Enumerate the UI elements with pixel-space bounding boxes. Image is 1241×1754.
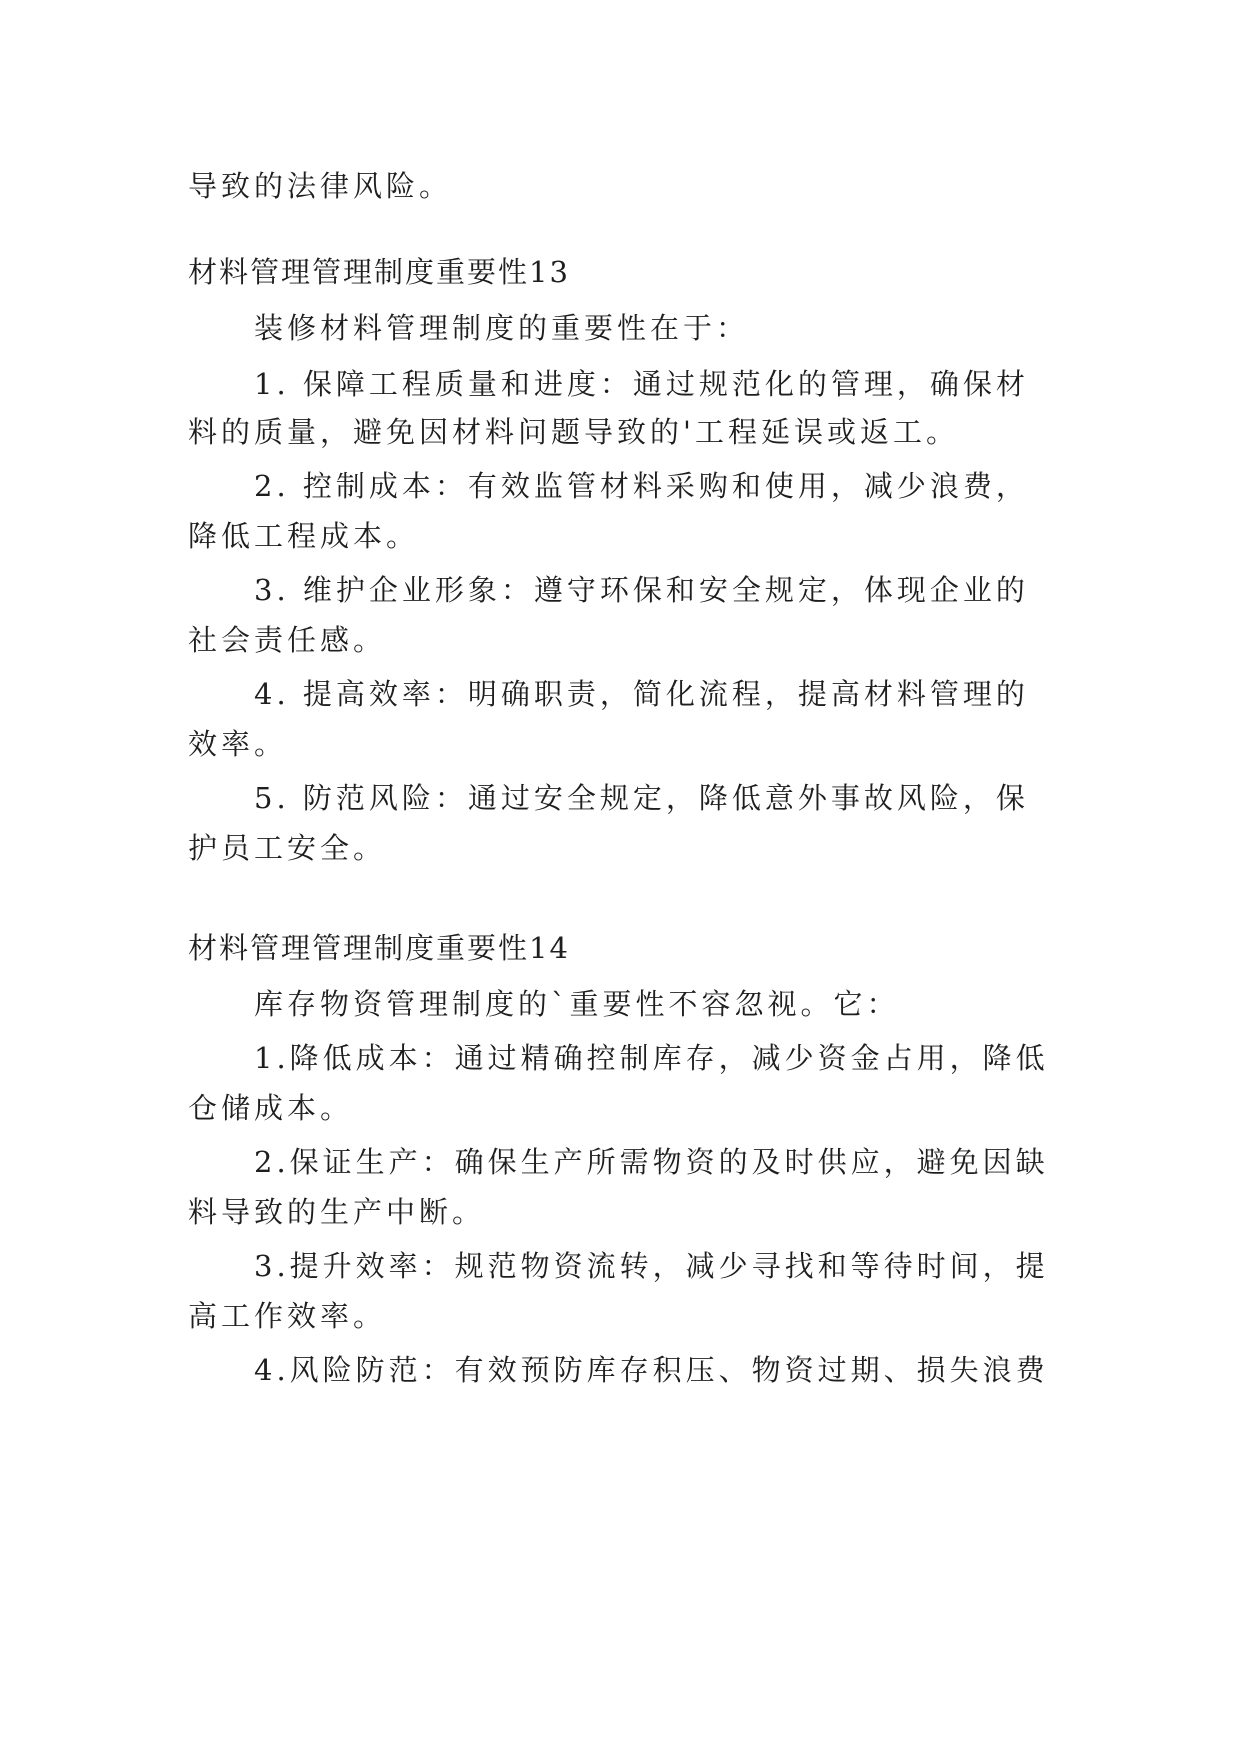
list-item-line: 4. 提高效率：明确职责，简化流程，提高材料管理的 <box>254 677 1029 711</box>
list-item-continuation: 社会责任感。 <box>188 623 387 657</box>
paragraph-intro: 库存物资管理制度的`重要性不容忽视。它： <box>254 987 900 1021</box>
section-heading: 材料管理管理制度重要性14 <box>188 931 570 965</box>
list-item-continuation: 护员工安全。 <box>188 831 387 865</box>
list-item-continuation: 料的质量，避免因材料问题导致的'工程延误或返工。 <box>188 415 959 449</box>
paragraph-intro: 装修材料管理制度的重要性在于： <box>254 311 750 345</box>
list-item-continuation: 料导致的生产中断。 <box>188 1195 486 1229</box>
list-item-line: 2. 控制成本：有效监管材料采购和使用，减少浪费， <box>254 469 1029 503</box>
list-item-line: 3. 维护企业形象：遵守环保和安全规定，体现企业的 <box>254 573 1029 607</box>
section-heading: 材料管理管理制度重要性13 <box>188 255 570 289</box>
list-item-line: 1. 保障工程质量和进度：通过规范化的管理，确保材 <box>254 367 1029 401</box>
list-item-line: 5. 防范风险：通过安全规定，降低意外事故风险，保 <box>254 781 1029 815</box>
list-item-continuation: 高工作效率。 <box>188 1299 387 1333</box>
list-item-line: 4.风险防范：有效预防库存积压、物资过期、损失浪费 <box>254 1353 1049 1387</box>
list-item-continuation: 效率。 <box>188 727 288 761</box>
list-item-line: 1.降低成本：通过精确控制库存，减少资金占用，降低 <box>254 1041 1049 1075</box>
text-line: 导致的法律风险。 <box>188 169 453 203</box>
list-item-continuation: 仓储成本。 <box>188 1091 354 1125</box>
list-item-continuation: 降低工程成本。 <box>188 519 420 553</box>
list-item-line: 3.提升效率：规范物资流转，减少寻找和等待时间，提 <box>254 1249 1049 1283</box>
list-item-line: 2.保证生产：确保生产所需物资的及时供应，避免因缺 <box>254 1145 1049 1179</box>
